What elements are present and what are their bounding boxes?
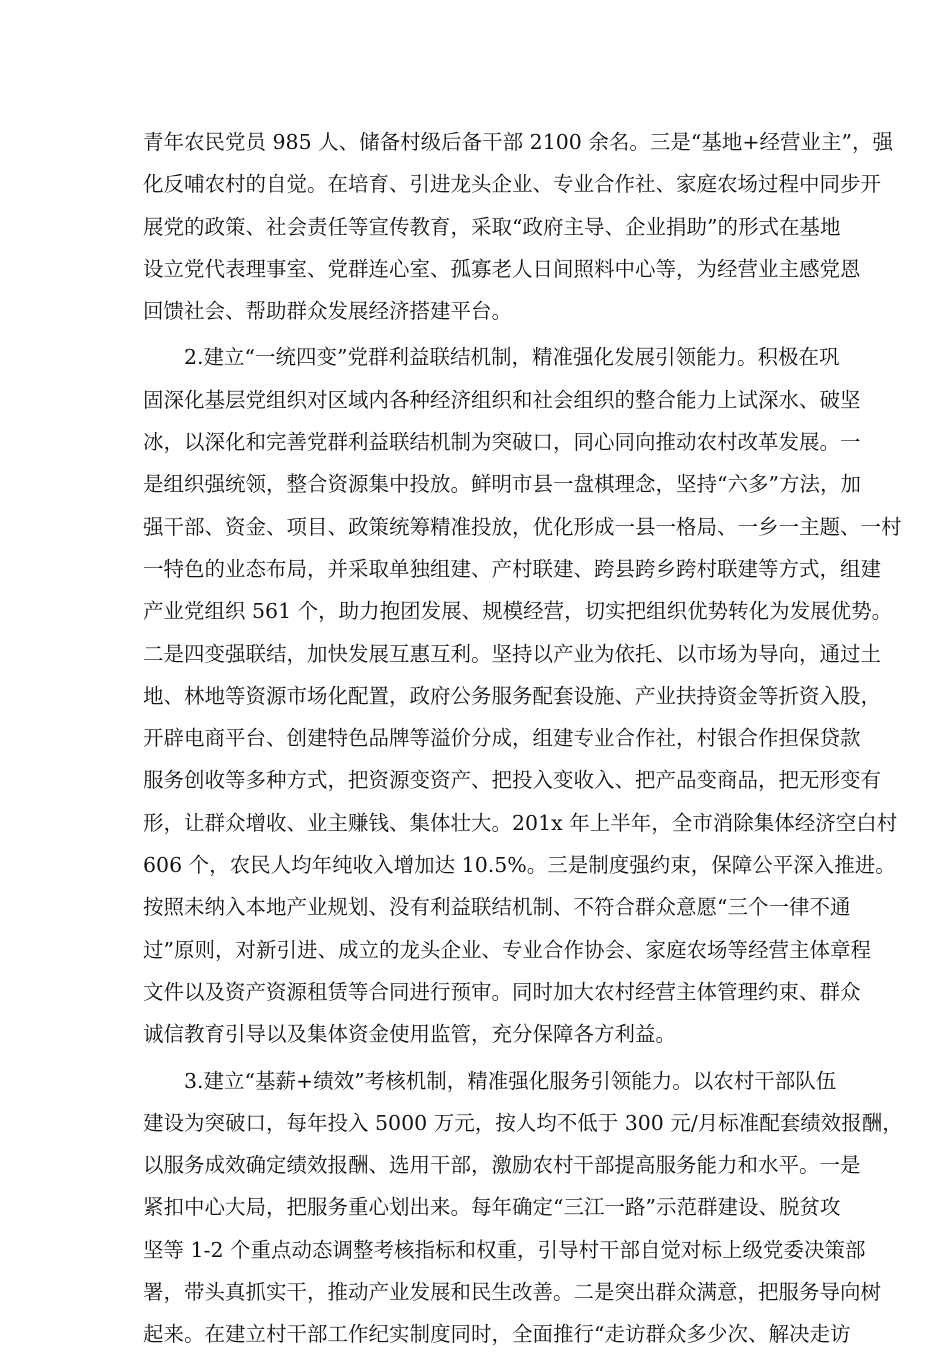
- text-line: 设立党代表理事室、党群连心室、孤寡老人日间照料中心等，为经营业主感党恩: [143, 256, 861, 281]
- text-line: 3.建立“基薪+绩效”考核机制，精准强化服务引领能力。以农村干部队伍: [143, 1068, 837, 1093]
- text-line: 606 个，农民人均年纯收入增加达 10.5%。三是制度强约束，保障公平深入推进。: [143, 853, 896, 878]
- text-line: 2.建立“一统四变”党群利益联结机制，精准强化发展引领能力。积极在巩: [143, 345, 840, 370]
- text-line: 二是四变强联结，加快发展互惠互利。坚持以产业为依托、以市场为导向，通过土: [143, 641, 881, 666]
- text-line: 过”原则，对新引进、成立的龙头企业、专业合作协会、家庭农场等经营主体章程: [143, 937, 871, 962]
- text-line: 是组织强统领，整合资源集中投放。鲜明市县一盘棋理念，坚持“六多”方法，加: [143, 472, 861, 497]
- text-line: 紧扣中心大局，把服务重心划出来。每年确定“三江一路”示范群建设、脱贫攻: [143, 1195, 841, 1220]
- text-line: 冰，以深化和完善党群利益联结机制为突破口，同心同向推动农村改革发展。一: [143, 430, 861, 455]
- text-line: 固深化基层党组织对区域内各种经济组织和社会组织的整合能力上试深水、破坚: [143, 387, 861, 412]
- text-line: 起来。在建立村干部工作纪实制度同时，全面推行“走访群众多少次、解决走访: [143, 1322, 851, 1347]
- text-line: 建设为突破口，每年投入 5000 万元，按人均不低于 300 元/月标准配套绩效报酬，: [143, 1110, 903, 1135]
- paragraph-2: [143, 336, 902, 1055]
- text-line: 按照未纳入本地产业规划、没有利益联结机制、不符合群众意愿“三个一律不通: [143, 895, 851, 920]
- text-line: 展党的政策、社会责任等宣传教育，采取“政府主导、企业捐助”的形式在基地: [143, 214, 841, 239]
- text-line: 文件以及资产资源租赁等合同进行预审。同时加大农村经营主体管理约束、群众: [143, 979, 861, 1004]
- body-text: [143, 121, 903, 1356]
- paragraph-1: [143, 121, 893, 332]
- text-line: 一特色的业态布局，并采取单独组建、产村联建、跨县跨乡跨村联建等方式，组建: [143, 556, 881, 581]
- text-line: 强干部、资金、项目、政策统筹精准投放，优化形成一县一格局、一乡一主题、一村: [143, 514, 902, 539]
- text-line: 开辟电商平台、创建特色品牌等溢价分成，组建专业合作社，村银合作担保贷款: [143, 726, 861, 751]
- text-line: 青年农民党员 985 人、储备村级后备干部 2100 余名。三是“基地+经营业主”，强: [143, 130, 893, 154]
- text-line: 地、林地等资源市场化配置，政府公务服务配套设施、产业扶持资金等折资入股，: [143, 683, 881, 708]
- text-line: 以服务成效确定绩效报酬、选用干部，激励农村干部提高服务能力和水平。一是: [143, 1153, 861, 1178]
- text-line: 坚等 1-2 个重点动态调整考核指标和权重，引导村干部自觉对标上级党委决策部: [143, 1237, 866, 1262]
- text-line: 回馈社会、帮助群众发展经济搭建平台。: [143, 299, 512, 324]
- text-line: 化反哺农村的自觉。在培育、引进龙头企业、专业合作社、家庭农场过程中同步开: [143, 172, 881, 197]
- text-line: 诚信教育引导以及集体资金使用监管，充分保障各方利益。: [143, 1022, 676, 1047]
- text-line: 形，让群众增收、业主赚钱、集体壮大。201x 年上半年，全市消除集体经济空白村: [143, 810, 898, 835]
- text-line: 署，带头真抓实干，推动产业发展和民生改善。二是突出群众满意，把服务导向树: [143, 1280, 881, 1305]
- paragraph-3: [143, 1060, 903, 1356]
- text-line: 产业党组织 561 个，助力抱团发展、规模经营，切实把组织优势转化为发展优势。: [143, 599, 893, 624]
- text-line: 服务创收等多种方式，把资源变资产、把投入变收入、把产品变商品，把无形变有: [143, 768, 881, 793]
